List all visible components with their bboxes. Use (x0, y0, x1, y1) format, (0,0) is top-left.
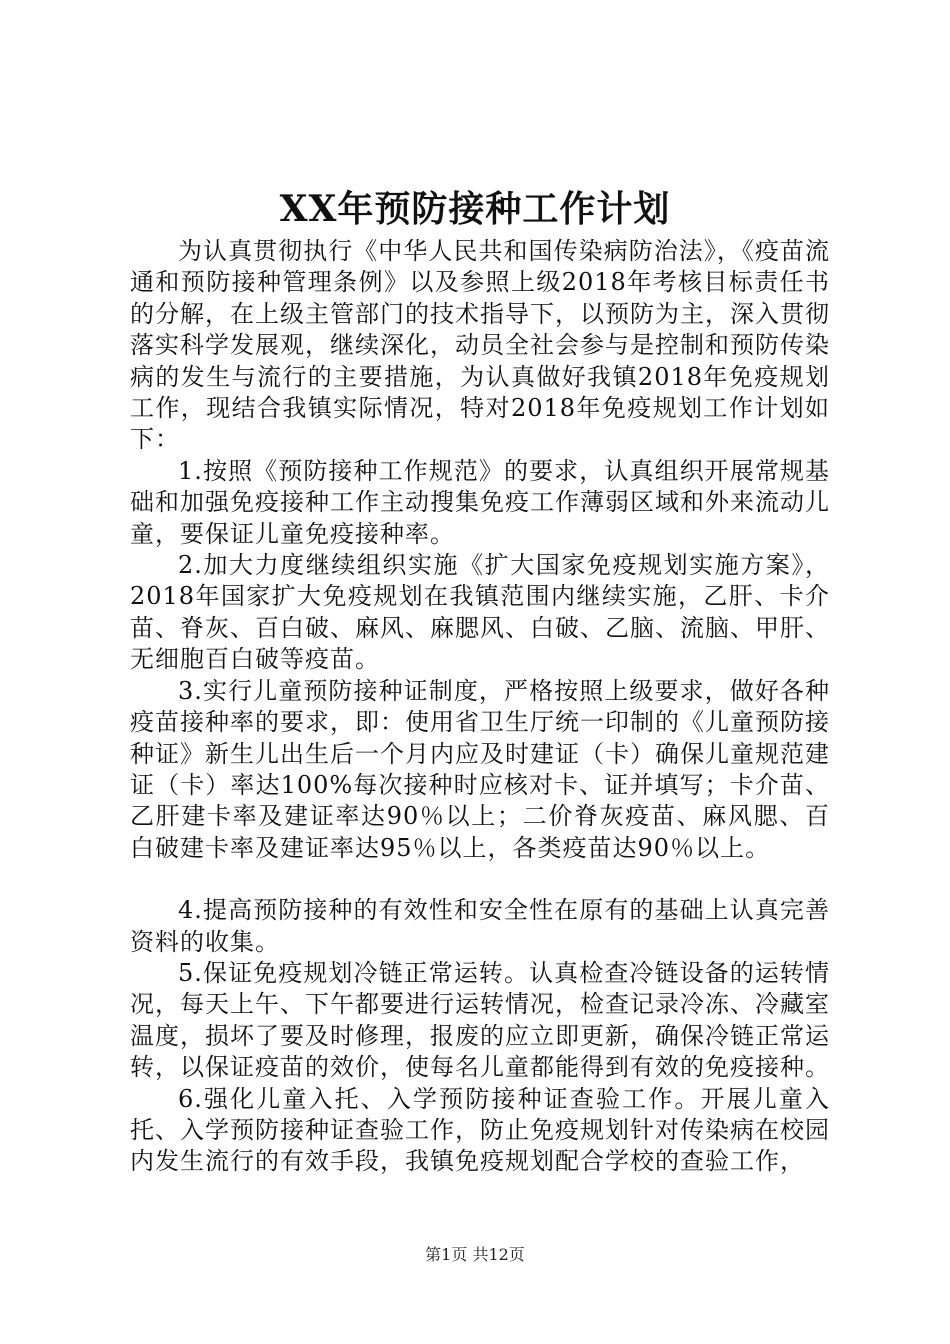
paragraph-item-6: 6.强化儿童入托、入学预防接种证查验工作。开展儿童入托、入学预防接种证查验工作，防止免疫规划针对传染病在校园内发生流行的有效手段，我镇免疫规划配合学校的查验工作， (130, 1084, 830, 1176)
paragraph-spacer (130, 864, 830, 895)
paragraph-intro: 为认真贯彻执行《中华人民共和国传染病防治法》，《疫苗流通和预防接种管理条例》以及参照上级2018年考核目标责任书的分解，在上级主管部门的技术指导下，以预防为主，深入贯彻落实科学发展观，继续深化，动员全社会参与是控制和预防传染病的发生与流行的主要措施，为认真做好我镇2018年免疫规划工作，现结合我镇实际情况，特对2018年免疫规划工作计划如下： (130, 237, 830, 454)
document-title: XX年预防接种工作计划 (279, 188, 671, 230)
paragraph-item-1: 1.按照《预防接种工作规范》的要求，认真组织开展常规基础和加强免疫接种工作主动搜集免疫工作薄弱区域和外来流动儿童，要保证儿童免疫接种率。 (130, 456, 830, 548)
page-number-footer: 第1页 共12页 (425, 1245, 525, 1264)
paragraph-item-3: 3.实行儿童预防接种证制度，严格按照上级要求，做好各种疫苗接种率的要求，即：使用省卫生厅统一印制的《儿童预防接种证》新生儿出生后一个月内应及时建证（卡）确保儿童规范建证（卡）率达100%每次接种时应核对卡、证并填写；卡介苗、乙肝建卡率及建证率达90％以上；二价脊灰疫苗、麻风腮、百白破建卡率及建证率达95％以上，各类疫苗达90％以上。 (130, 676, 830, 862)
paragraph-item-4: 4.提高预防接种的有效性和安全性在原有的基础上认真完善资料的收集。 (130, 896, 830, 956)
paragraph-item-5: 5.保证免疫规划冷链正常运转。认真检查冷链设备的运转情况，每天上午、下午都要进行运转情况，检查记录冷冻、冷藏室温度，损坏了要及时修理，报废的应立即更新，确保冷链正常运转，以保证疫苗的效价，使每名儿童都能得到有效的免疫接种。 (130, 958, 830, 1082)
paragraph-item-2: 2.加大力度继续组织实施《扩大国家免疫规划实施方案》，2018年国家扩大免疫规划在我镇范围内继续实施，乙肝、卡介苗、脊灰、百白破、麻风、麻腮风、白破、乙脑、流脑、甲肝、无细胞百白破等疫苗。 (130, 551, 830, 674)
document-body (130, 236, 830, 1178)
